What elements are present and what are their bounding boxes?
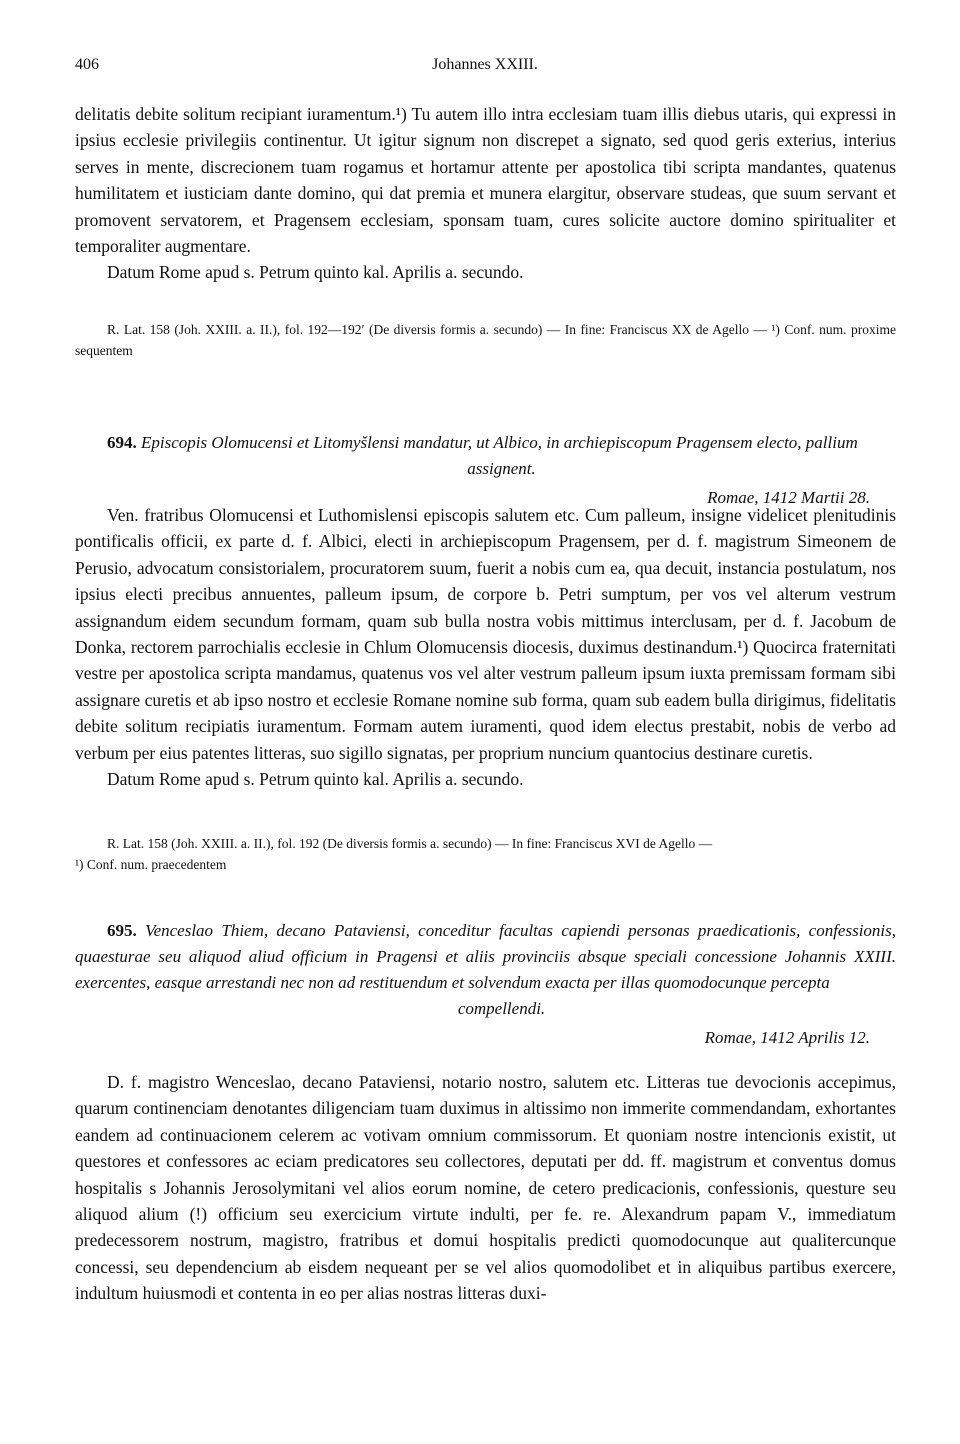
doc-693-source-note: R. Lat. 158 (Joh. XXIII. a. II.), fol. 192—192′ (De diversis formis a. secundo) — In fine: Franciscus XX de Agello — ¹) Conf. num. proxime sequentem bbox=[75, 322, 896, 358]
doc-694-regest-text: Episcopis Olomucensi et Litomyšlensi mandatur, ut Albico, in archiepiscopum Pragensem electo, pallium bbox=[141, 433, 858, 452]
doc-693-datum: Datum Rome apud s. Petrum quinto kal. Aprilis a. secundo. bbox=[107, 262, 524, 283]
doc-694-text bbox=[75, 502, 896, 792]
doc-694-notes bbox=[75, 833, 896, 875]
doc-694-source-note: R. Lat. 158 (Joh. XXIII. a. II.), fol. 192 (De diversis formis a. secundo) — In fine: Franciscus XVI de Agello — bbox=[107, 836, 713, 851]
doc-693-continuation bbox=[75, 101, 896, 286]
running-title: Johannes XXIII. bbox=[432, 56, 538, 73]
doc-694-regest-last: assignent. bbox=[467, 459, 536, 478]
doc-695-summary bbox=[75, 918, 896, 1022]
doc-694-datum: Datum Rome apud s. Petrum quinto kal. Aprilis a. secundo. bbox=[107, 769, 524, 790]
page-header bbox=[75, 56, 895, 80]
doc-694-regest bbox=[75, 430, 896, 508]
doc-693-body: delitatis debite solitum recipiant iuramentum.¹) Tu autem illo intra ecclesiam tuam illis diebus utaris, qui expressi in ipsius ecclesie privilegiis continentur. Ut igitur signum non discrepet a signato, sed quod geris exterius, interius serves in mente, discrecionem tuam rogamus et hortamur attente per apostolica tibi scripta mandantes, quatenus humilitatem et iusticiam dante domino, qui dat premia et munera elargitur, observare studeas, que suum servant et promovent servatorem, et Pragensem ecclesiam, sponsam tuam, cures solicite auctore domino spiritualiter et temporaliter augmentare. bbox=[75, 104, 896, 257]
doc-695-dateline: Romae, 1412 Aprilis 12. bbox=[704, 1028, 870, 1047]
doc-694-number: 694. bbox=[107, 433, 137, 452]
doc-694-footnote: ¹) Conf. num. praecedentem bbox=[75, 857, 227, 872]
doc-695-regest-text: Venceslao Thiem, decano Pataviensi, conceditur facultas capiendi personas praedicationis, confessionis, quaesturae seu aliquod aliud officium in Pragensi et aliis provinciis absque speciali concessione Johannis XXIII. exercentes, easque arrestandi nec non ad restituendum et solvendum exacta per illas quomodocunque percepta bbox=[75, 921, 897, 992]
doc-693-notes bbox=[75, 319, 896, 361]
page-number: 406 bbox=[75, 56, 99, 73]
doc-695-text bbox=[75, 1069, 896, 1307]
doc-694-body: Ven. fratribus Olomucensi et Luthomislensi episcopis salutem etc. Cum palleum, insigne videlicet plenitudinis pontificalis officii, ex parte d. f. Albici, electi in archiepiscopum Pragensem, per d. f. magistrum Simeonem de Perusio, advocatum consistorialem, procuratorem suum, fuerit a nobis cum ea, qua decuit, instancia postulatum, nos ipsius electi precibus annuentes, palleum ipsum, de corpore b. Petri sumptum, per vos vel alterum vestrum assignandum eidem secundum formam, quam sub bulla nostra vobis mittimus interclusam, per d. f. Jacobum de Donka, rectorem parrochialis ecclesie in Chlum Olomucensis diocesis, duximus destinandum.¹) Quocirca fraternitati vestre per apostolica scripta mandamus, quatenus vos vel alter vestrum palleum ipsum iuxta premissam formam sibi assignare curetis et ab ipso nostro et ecclesie Romane nomine sub forma, quam sub eadem bulla dirigimus, fidelitatis debite solitum recipiatis iuramentum. Formam autem iuramenti, quod idem electus prestabit, nobis de verbo ad verbum per eius patentes litteras, suo sigillo signatas, per proprium nuncium quantocius destinare curetis. bbox=[75, 505, 896, 763]
doc-694-summary bbox=[75, 430, 896, 482]
doc-695-regest bbox=[75, 918, 896, 1048]
doc-695-number: 695. bbox=[107, 921, 137, 940]
doc-695-regest-last: compellendi. bbox=[457, 999, 546, 1018]
doc-695-body: D. f. magistro Wenceslao, decano Pataviensi, notario nostro, salutem etc. Litteras tue devocionis accepimus, quarum continenciam denotantes diligenciam tuam duximus in altissimo non immerite commendandam, exhortantes eandem ad continuacionem celerem ac votivam omnium commissorum. Et quoniam nostre intencionis existit, ut questores et confessores ac eciam predicatores seu collectores, deputati per dd. ff. magistrum et conventus domus hospitalis s Johannis Jerosolymitani vel alios eorum nomine, de cetero predicacionis, confessionis, questure seu aliquod alium (!) officium seu exercicium virtute indulti, per fe. re. Alexandrum papam V., immediatum predecessorem nostrum, magistro, fratribus et domui hospitalis predicti quomodocunque aut qualitercunque concessi, seu dependencium ab eisdem nequeant per se vel alios quomodolibet et in aliquibus partibus exercere, indultum huiusmodi et contenta in eo per alias nostras litteras duxi- bbox=[75, 1072, 896, 1304]
doc-694-dateline: Romae, 1412 Martii 28. bbox=[707, 488, 870, 507]
